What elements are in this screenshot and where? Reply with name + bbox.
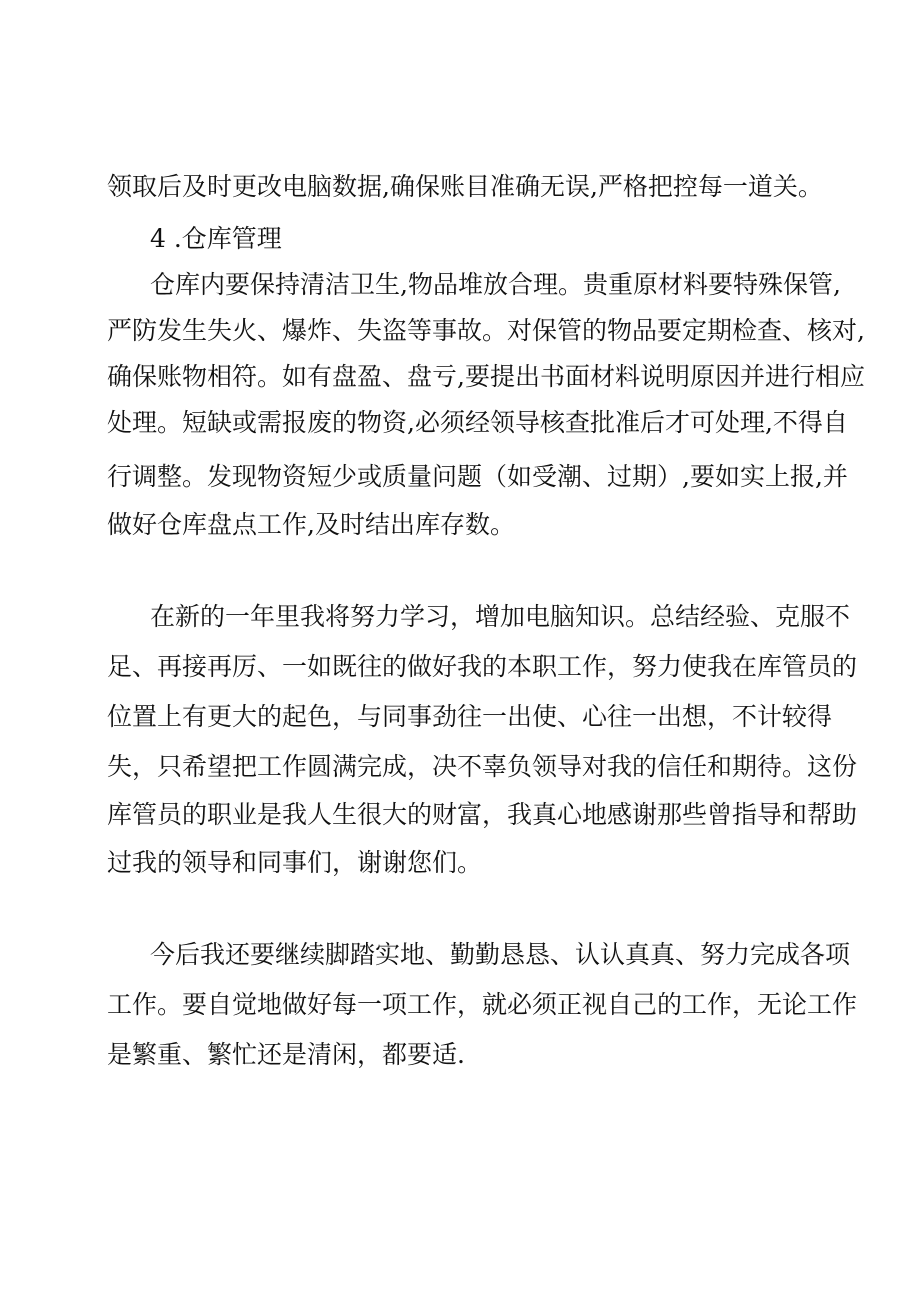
paragraph-3-line-4: 失，只希望把工作圆满完成，决不辜负领导对我的信任和期待。这份 [107, 752, 858, 781]
paragraph-3-line-1: 在新的一年里我将努力学习，增加电脑知识。总结经验、克服不 [150, 602, 851, 631]
paragraph-2-line-2: 严防发生失火、爆炸、失盗等事故。对保管的物品要定期检查、核对, [107, 316, 865, 345]
paragraph-4-line-2: 工作。要自觉地做好每一项工作，就必须正视自己的工作，无论工作 [107, 990, 858, 1019]
paragraph-2-line-5: 行调整。发现物资短少或质量问题（如受潮、过期）,要如实上报,并 [107, 462, 848, 491]
paragraph-4-line-3: 是繁重、繁忙还是清闲，都要适. [107, 1040, 465, 1069]
paragraph-3-line-3: 位置上有更大的起色，与同事劲往一出使、心往一出想，不计较得 [107, 702, 833, 731]
paragraph-3-line-2: 足、再接再厉、一如既往的做好我的本职工作，努力使我在库管员的 [107, 652, 858, 681]
section-heading-4: 4 .仓库管理 [150, 224, 282, 253]
paragraph-3-line-6: 过我的领导和同事们，谢谢您们。 [107, 848, 483, 877]
paragraph-1-line-1: 领取后及时更改电脑数据,确保账目准确无误,严格把控每一道关。 [107, 172, 823, 201]
paragraph-2-line-6: 做好仓库盘点工作,及时结出库存数。 [107, 510, 515, 539]
paragraph-3-line-5: 库管员的职业是我人生很大的财富，我真心地感谢那些曾指导和帮助 [107, 800, 858, 829]
paragraph-2-line-3: 确保账物相符。如有盘盈、盘亏,要提出书面材料说明原因并进行相应 [107, 362, 865, 391]
paragraph-2-line-1: 仓库内要保持清洁卫生,物品堆放合理。贵重原材料要特殊保管, [150, 270, 841, 299]
paragraph-2-line-4: 处理。短缺或需报废的物资,必须经领导核查批准后才可处理,不得自 [107, 408, 848, 437]
paragraph-4-line-1: 今后我还要继续脚踏实地、勤勤恳恳、认认真真、努力完成各项 [150, 940, 851, 969]
